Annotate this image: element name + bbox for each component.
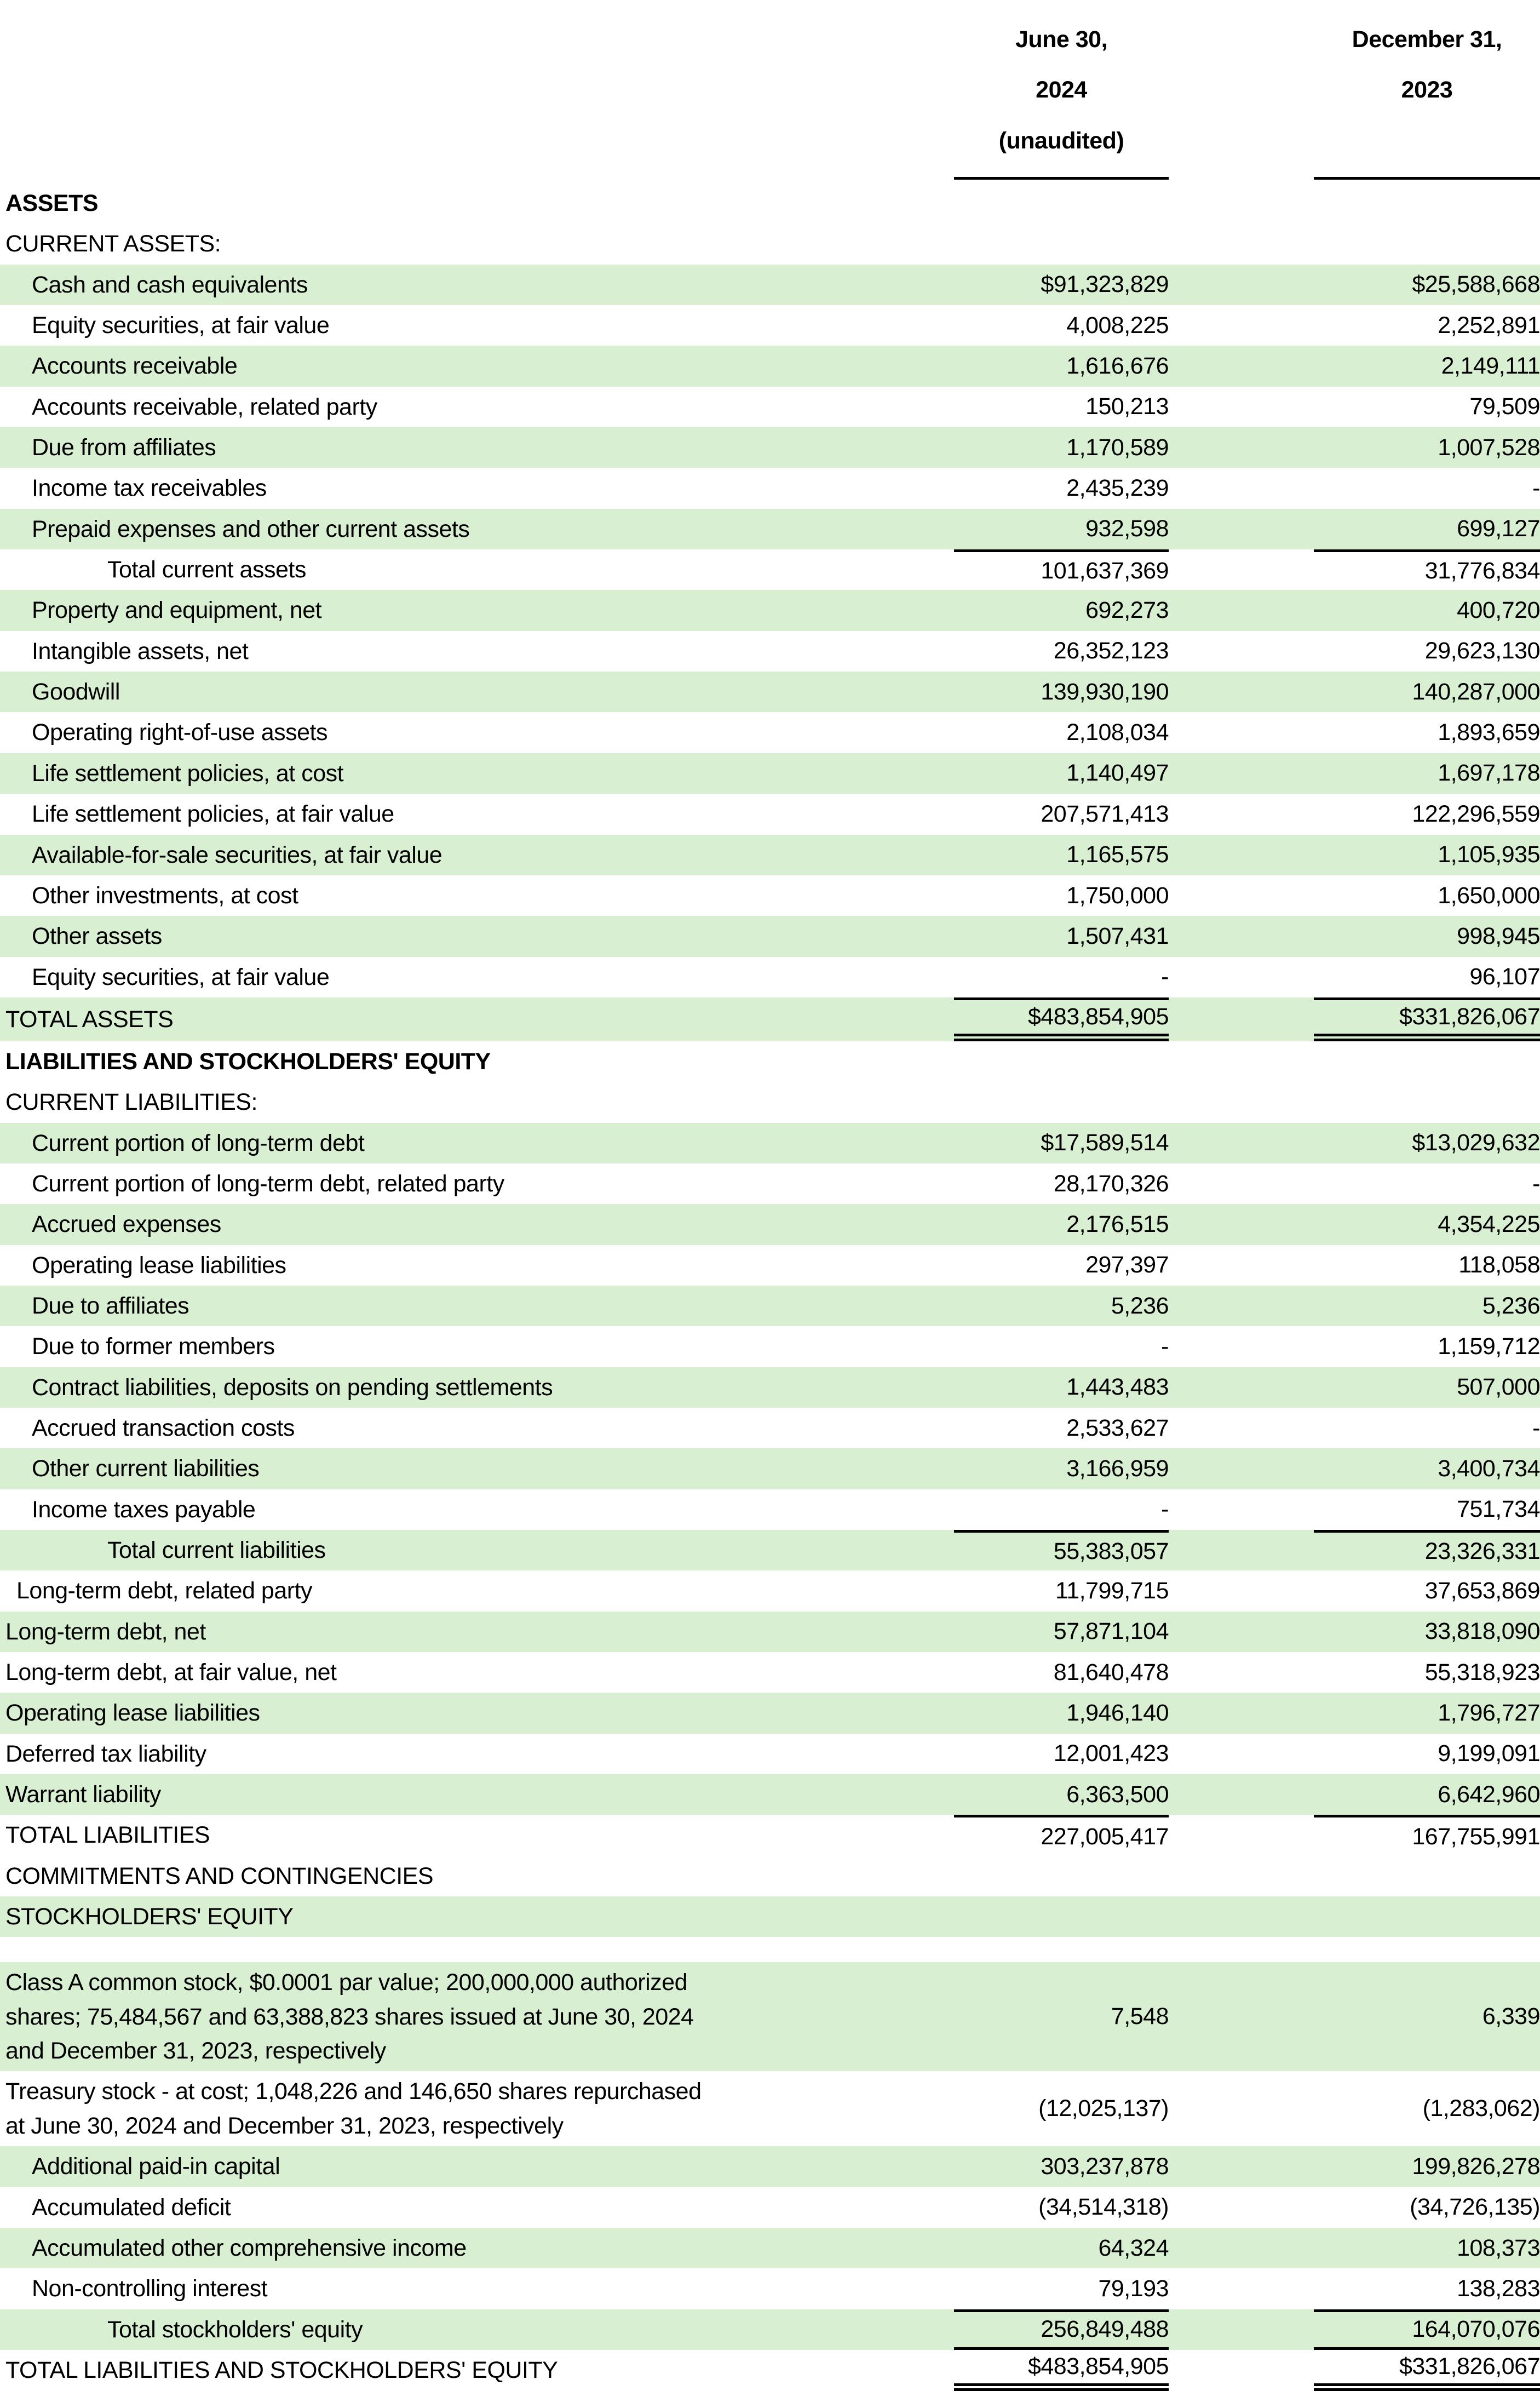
row-value-june-2024: (12,025,137) [1038, 2095, 1169, 2122]
table-row [0, 1326, 1540, 1367]
row-value-december-2023: 199,826,278 [1412, 2153, 1540, 2180]
row-value-june-2024 [954, 223, 1169, 264]
row-label: CURRENT LIABILITIES: [5, 1089, 257, 1116]
row-value-december-2023: 118,058 [1458, 1252, 1540, 1278]
row-label: Operating lease liabilities [32, 1252, 286, 1278]
table-row [0, 1163, 1540, 1204]
row-value-december-2023 [1314, 1896, 1540, 1937]
column-gap [1169, 10, 1314, 180]
column-gap [1169, 1489, 1314, 1530]
column-gap [1169, 916, 1314, 956]
row-label: Contract liabilities, deposits on pending settlements [32, 1374, 553, 1401]
row-label: Intangible assets, net [32, 638, 249, 664]
row-value-december-2023: 37,653,869 [1424, 1578, 1540, 1604]
table-row [0, 916, 1540, 956]
row-label: Long-term debt, at fair value, net [5, 1659, 337, 1686]
row-value-june-2024: 1,140,497 [1066, 760, 1169, 787]
row-value-june-2024: 101,637,369 [954, 549, 1169, 590]
row-value-december-2023: 1,697,178 [1438, 760, 1540, 787]
row-label: Current portion of long-term debt [32, 1129, 365, 1156]
row-value-december-2023: 3,400,734 [1438, 1455, 1540, 1482]
column-gap [1169, 1815, 1314, 1855]
row-value-december-2023: 108,373 [1457, 2234, 1540, 2261]
row-label: Available-for-sale securities, at fair value [32, 841, 443, 868]
header-spacer [0, 10, 954, 180]
column-headers [0, 10, 1540, 180]
column-gap [1169, 468, 1314, 508]
column-gap [1169, 2309, 1314, 2350]
row-value-december-2023: 751,734 [1457, 1496, 1540, 1523]
row-label: Accrued expenses [32, 1211, 221, 1238]
column-gap [1169, 387, 1314, 427]
row-label: Current portion of long-term debt, related party [32, 1170, 504, 1197]
row-value-december-2023: 140,287,000 [1412, 678, 1540, 705]
column-gap [1169, 1286, 1314, 1326]
row-value-june-2024 [954, 183, 1169, 223]
table-row [0, 835, 1540, 875]
row-value-december-2023: $331,826,067 [1314, 997, 1540, 1041]
column-gap [1169, 1774, 1314, 1815]
row-value-june-2024: 256,849,488 [954, 2309, 1169, 2350]
row-value-december-2023: 29,623,130 [1424, 638, 1540, 664]
table-row [0, 1082, 1540, 1122]
row-value-june-2024 [954, 1856, 1169, 1896]
row-label: STOCKHOLDERS' EQUITY [5, 1903, 294, 1930]
column-gap [1169, 1326, 1314, 1367]
row-label: Class A common stock, $0.0001 par value; 200,000,000 authorized shares; 75,484,567 and 63,388,823 shares issued at June 30, 2024 and December 31, 2023, respectively [5, 1969, 694, 2065]
row-value-december-2023: 998,945 [1457, 922, 1540, 949]
row-value-june-2024: 139,930,190 [1041, 678, 1169, 705]
column-gap [1169, 1530, 1314, 1570]
row-value-december-2023 [1314, 1082, 1540, 1122]
row-value-june-2024: - [1161, 1333, 1169, 1360]
table-row [0, 2228, 1540, 2268]
row-value-december-2023: 1,007,528 [1438, 434, 1540, 461]
table-row [0, 1962, 1540, 2071]
table-row [0, 427, 1540, 468]
row-value-december-2023: 167,755,991 [1314, 1815, 1540, 1855]
row-value-june-2024: 227,005,417 [954, 1815, 1169, 1855]
column-gap [1169, 1612, 1314, 1652]
table-row [0, 305, 1540, 346]
row-label: Equity securities, at fair value [32, 964, 330, 990]
row-label: Goodwill [32, 679, 120, 706]
row-label: Due to affiliates [32, 1292, 189, 1319]
row-label: Accrued transaction costs [32, 1414, 295, 1441]
row-value-june-2024: 64,324 [1098, 2234, 1169, 2261]
table-row [0, 1856, 1540, 1896]
column-gap [1169, 1204, 1314, 1245]
table-row [0, 1815, 1540, 1855]
column-gap [1169, 1408, 1314, 1448]
row-label: Prepaid expenses and other current assets [32, 515, 470, 542]
column-gap [1169, 1041, 1314, 1082]
row-value-june-2024: $483,854,905 [954, 2350, 1169, 2391]
column-gap [1169, 305, 1314, 346]
table-row [0, 1286, 1540, 1326]
column-gap [1169, 1962, 1314, 2071]
row-value-june-2024: 1,616,676 [1066, 353, 1169, 380]
table-row [0, 997, 1540, 1041]
row-label: LIABILITIES AND STOCKHOLDERS' EQUITY [5, 1048, 491, 1075]
table-row [0, 1734, 1540, 1774]
column-gap [1169, 2228, 1314, 2268]
row-label: Additional paid-in capital [32, 2153, 280, 2180]
table-row [0, 1530, 1540, 1570]
row-label: Income taxes payable [32, 1496, 256, 1523]
row-value-december-2023 [1314, 183, 1540, 223]
table-row [0, 753, 1540, 794]
row-value-june-2024: 26,352,123 [1053, 638, 1169, 664]
header-line: 2023 [1401, 77, 1453, 104]
column-header-december-2023 [1314, 10, 1540, 180]
column-gap [1169, 590, 1314, 630]
row-label: Accounts receivable, related party [32, 393, 377, 420]
table-row [0, 1693, 1540, 1733]
row-label: Other current liabilities [32, 1455, 260, 1482]
table-row [0, 2350, 1540, 2391]
row-value-december-2023: 699,127 [1457, 515, 1540, 542]
column-gap [1169, 1448, 1314, 1489]
row-value-december-2023: 507,000 [1457, 1374, 1540, 1401]
row-label: Non-controlling interest [32, 2275, 268, 2302]
column-gap [1169, 223, 1314, 264]
table-row [0, 468, 1540, 508]
spacer-row [0, 1937, 1540, 1962]
table-row [0, 1123, 1540, 1163]
column-gap [1169, 2268, 1314, 2309]
table-row [0, 1774, 1540, 1815]
row-label: CURRENT ASSETS: [5, 231, 221, 257]
row-value-december-2023: 400,720 [1457, 597, 1540, 624]
row-value-december-2023: 138,283 [1457, 2275, 1540, 2302]
table-row [0, 631, 1540, 672]
row-label: Accumulated deficit [32, 2194, 231, 2221]
row-value-june-2024: 692,273 [1085, 597, 1169, 624]
row-label: Equity securities, at fair value [32, 312, 330, 339]
column-gap [1169, 1367, 1314, 1408]
table-row [0, 2268, 1540, 2309]
row-label: Long-term debt, related party [16, 1578, 313, 1604]
row-value-december-2023: 33,818,090 [1424, 1618, 1540, 1645]
table-row [0, 2187, 1540, 2228]
row-label: ASSETS [5, 190, 99, 216]
row-value-june-2024: 932,598 [1085, 515, 1169, 542]
table-row [0, 672, 1540, 712]
column-gap [1169, 1570, 1314, 1611]
table-row [0, 1367, 1540, 1408]
row-value-december-2023: 1,650,000 [1438, 882, 1540, 909]
column-gap [1169, 1652, 1314, 1693]
column-gap [1169, 509, 1314, 549]
row-value-june-2024: 81,640,478 [1053, 1659, 1169, 1685]
table-row [0, 1448, 1540, 1489]
row-value-june-2024: - [1161, 964, 1169, 990]
row-value-december-2023: $25,588,668 [1412, 271, 1540, 298]
column-gap [1169, 549, 1314, 590]
row-value-june-2024: $91,323,829 [1041, 271, 1169, 298]
row-label: Operating right-of-use assets [32, 719, 327, 746]
column-gap [1169, 997, 1314, 1041]
row-value-december-2023: 5,236 [1482, 1292, 1540, 1319]
table-row [0, 590, 1540, 630]
row-value-june-2024: 11,799,715 [1055, 1578, 1169, 1604]
row-label: Total current liabilities [107, 1537, 326, 1563]
row-value-june-2024: 303,237,878 [1041, 2153, 1169, 2180]
row-value-december-2023: 1,796,727 [1438, 1700, 1540, 1727]
row-value-june-2024: 2,435,239 [1066, 475, 1169, 502]
row-label: Due from affiliates [32, 434, 216, 461]
row-value-june-2024: $483,854,905 [954, 997, 1169, 1041]
header-line [1314, 116, 1540, 166]
row-label: Other investments, at cost [32, 882, 298, 909]
row-value-june-2024: 1,750,000 [1066, 882, 1169, 909]
row-value-june-2024: 2,176,515 [1066, 1211, 1169, 1237]
row-label: Total stockholders' equity [107, 2316, 363, 2343]
column-gap [1169, 672, 1314, 712]
row-value-december-2023: 1,105,935 [1438, 841, 1540, 868]
row-value-june-2024: 3,166,959 [1066, 1455, 1169, 1482]
row-label: Property and equipment, net [32, 597, 322, 624]
statement-rows [0, 183, 1540, 2391]
table-row [0, 957, 1540, 997]
row-value-june-2024 [954, 1041, 1169, 1082]
row-value-june-2024: 150,213 [1085, 393, 1169, 420]
row-value-december-2023: - [1532, 1414, 1540, 1441]
row-value-june-2024: 1,443,483 [1066, 1374, 1169, 1401]
column-gap [1169, 1734, 1314, 1774]
column-gap [1169, 835, 1314, 875]
table-row [0, 2309, 1540, 2350]
row-value-december-2023: 2,252,891 [1438, 312, 1540, 339]
row-value-december-2023: 4,354,225 [1438, 1211, 1540, 1237]
column-gap [1169, 2187, 1314, 2228]
row-value-june-2024: 1,165,575 [1066, 841, 1169, 868]
row-value-december-2023: 6,642,960 [1438, 1781, 1540, 1808]
column-gap [1169, 1856, 1314, 1896]
column-gap [1169, 753, 1314, 794]
row-value-december-2023: (1,283,062) [1422, 2095, 1540, 2122]
row-label: TOTAL ASSETS [5, 1006, 174, 1033]
row-value-december-2023: - [1532, 1170, 1540, 1197]
row-value-june-2024: 79,193 [1098, 2275, 1169, 2302]
row-value-june-2024: (34,514,318) [1038, 2194, 1169, 2221]
row-label: Treasury stock - at cost; 1,048,226 and 146,650 shares repurchased at June 30, 2024 and December 31, 2023, respectively [5, 2078, 702, 2139]
header-line: December 31, [1352, 26, 1502, 53]
column-gap [1169, 1693, 1314, 1733]
row-value-june-2024: 7,548 [1111, 2003, 1169, 2030]
table-row [0, 1612, 1540, 1652]
row-value-june-2024 [954, 1896, 1169, 1937]
row-label: TOTAL LIABILITIES AND STOCKHOLDERS' EQUITY [5, 2357, 558, 2384]
row-value-december-2023: $13,029,632 [1412, 1129, 1540, 1156]
row-value-june-2024: 4,008,225 [1066, 312, 1169, 339]
row-label: Accounts receivable [32, 353, 238, 380]
row-value-june-2024: 2,533,627 [1066, 1414, 1169, 1441]
column-gap [1169, 1245, 1314, 1286]
column-gap [1169, 2071, 1314, 2146]
row-label: TOTAL LIABILITIES [5, 1822, 210, 1849]
row-value-june-2024: 1,507,431 [1066, 922, 1169, 949]
row-value-december-2023: (34,726,135) [1410, 2194, 1540, 2221]
table-row [0, 875, 1540, 916]
table-row [0, 509, 1540, 549]
row-value-june-2024: 12,001,423 [1053, 1740, 1169, 1767]
column-gap [1169, 2350, 1314, 2391]
row-value-june-2024: 2,108,034 [1066, 719, 1169, 746]
row-value-june-2024: 5,236 [1111, 1292, 1169, 1319]
column-gap [1169, 957, 1314, 997]
header-line: 2024 [1036, 77, 1087, 104]
header-line: June 30, [1015, 26, 1108, 53]
row-value-june-2024: 57,871,104 [1053, 1618, 1169, 1645]
row-value-june-2024: 297,397 [1085, 1252, 1169, 1278]
table-row [0, 2071, 1540, 2146]
row-value-december-2023: 2,149,111 [1441, 353, 1540, 380]
row-value-december-2023 [1314, 1937, 1540, 1962]
table-row [0, 223, 1540, 264]
table-row [0, 2146, 1540, 2187]
table-row [0, 1896, 1540, 1937]
row-value-december-2023: 1,159,712 [1438, 1333, 1540, 1360]
row-value-december-2023: 6,339 [1482, 2003, 1540, 2030]
column-gap [1169, 1123, 1314, 1163]
row-label: Income tax receivables [32, 475, 267, 502]
row-label: Due to former members [32, 1333, 275, 1360]
column-header-june-2024 [954, 10, 1169, 180]
row-value-june-2024 [954, 1082, 1169, 1122]
row-label: Operating lease liabilities [5, 1700, 260, 1727]
column-gap [1169, 712, 1314, 753]
table-row [0, 1408, 1540, 1448]
header-line: (unaudited) [998, 127, 1124, 154]
row-value-december-2023 [1314, 1856, 1540, 1896]
row-value-june-2024: 55,383,057 [954, 1530, 1169, 1570]
table-row [0, 265, 1540, 305]
row-label: Life settlement policies, at fair value [32, 801, 394, 828]
row-value-december-2023: - [1532, 475, 1540, 502]
row-value-june-2024: 1,170,589 [1066, 434, 1169, 461]
row-value-december-2023: 9,199,091 [1438, 1740, 1540, 1767]
column-gap [1169, 631, 1314, 672]
row-label: Life settlement policies, at cost [32, 760, 344, 787]
column-gap [1169, 427, 1314, 468]
column-gap [1169, 1163, 1314, 1204]
row-value-december-2023: 23,326,331 [1314, 1530, 1540, 1570]
table-row [0, 1245, 1540, 1286]
column-gap [1169, 183, 1314, 223]
column-gap [1169, 265, 1314, 305]
row-value-december-2023: 79,509 [1469, 393, 1540, 420]
row-label: Long-term debt, net [5, 1618, 206, 1645]
row-value-december-2023: 31,776,834 [1314, 549, 1540, 590]
table-row [0, 794, 1540, 834]
column-gap [1169, 1082, 1314, 1122]
column-gap [1169, 794, 1314, 834]
row-value-june-2024: 207,571,413 [1041, 800, 1169, 827]
table-row [0, 387, 1540, 427]
table-row [0, 1489, 1540, 1530]
row-value-december-2023: 122,296,559 [1412, 800, 1540, 827]
row-label: Total current assets [107, 557, 306, 583]
table-row [0, 712, 1540, 753]
column-gap [1169, 1937, 1314, 1962]
row-value-june-2024: 28,170,326 [1053, 1170, 1169, 1197]
table-row [0, 1652, 1540, 1693]
table-row [0, 346, 1540, 386]
column-gap [1169, 2146, 1314, 2187]
row-value-december-2023: $331,826,067 [1314, 2350, 1540, 2391]
row-label: Deferred tax liability [5, 1740, 206, 1767]
table-row [0, 1204, 1540, 1245]
row-value-december-2023 [1314, 223, 1540, 264]
row-value-december-2023: 55,318,923 [1424, 1659, 1540, 1685]
row-value-june-2024: 1,946,140 [1066, 1700, 1169, 1727]
table-row [0, 549, 1540, 590]
row-value-december-2023 [1314, 1041, 1540, 1082]
column-gap [1169, 1896, 1314, 1937]
row-value-june-2024 [954, 1937, 1169, 1962]
column-gap [1169, 875, 1314, 916]
table-row [0, 1570, 1540, 1611]
column-gap [1169, 346, 1314, 386]
row-value-december-2023: 96,107 [1469, 964, 1540, 990]
row-value-june-2024: 6,363,500 [1066, 1781, 1169, 1808]
row-value-june-2024: - [1161, 1496, 1169, 1523]
row-label: Other assets [32, 923, 162, 950]
row-value-december-2023: 1,893,659 [1438, 719, 1540, 746]
table-row [0, 183, 1540, 223]
row-label: Accumulated other comprehensive income [32, 2234, 467, 2261]
row-value-december-2023: 164,070,076 [1314, 2309, 1540, 2350]
row-label [0, 1937, 954, 1962]
row-label: Cash and cash equivalents [32, 271, 308, 298]
row-value-june-2024: $17,589,514 [1041, 1129, 1169, 1156]
table-row [0, 1041, 1540, 1082]
row-label: Warrant liability [5, 1781, 161, 1808]
row-label: COMMITMENTS AND CONTINGENCIES [5, 1862, 434, 1889]
